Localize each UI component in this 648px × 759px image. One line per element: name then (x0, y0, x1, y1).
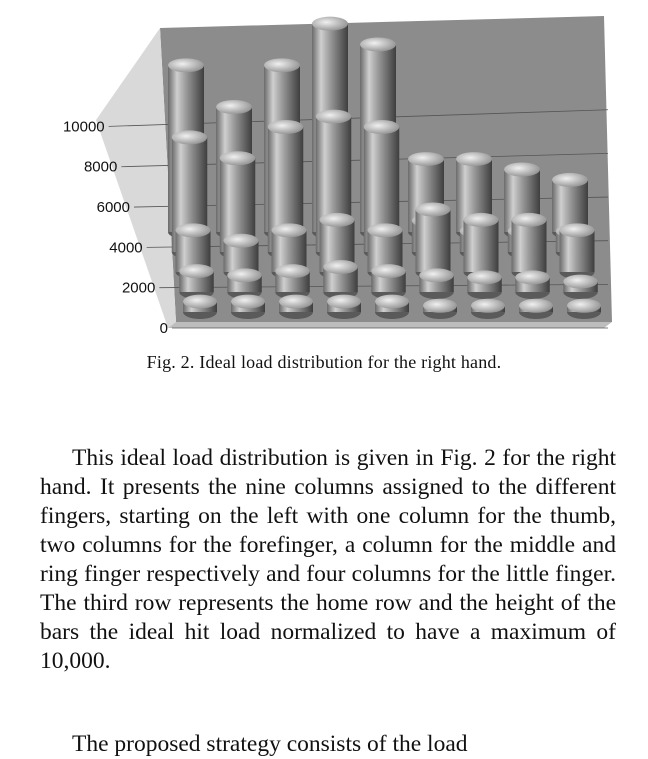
bar-top (268, 120, 304, 134)
bar-body (416, 210, 451, 273)
bar-top (316, 110, 352, 124)
bar (423, 299, 457, 319)
z-tick-label: 4000 (109, 239, 143, 257)
bar-top (519, 299, 553, 313)
z-tick-label: 10000 (62, 118, 105, 136)
bar (419, 268, 454, 299)
z-tick-label: 6000 (96, 199, 130, 217)
bar (275, 264, 310, 299)
bar (416, 203, 451, 280)
figure-caption: Fig. 2. Ideal load distribution for the right hand. (146, 352, 502, 372)
bar (467, 270, 502, 299)
bar-top (360, 38, 396, 52)
bar (179, 264, 214, 299)
bar-top (179, 264, 214, 278)
bar-top (504, 163, 540, 177)
bar-top (471, 299, 505, 313)
bar-top (423, 299, 457, 313)
bar-top (567, 299, 601, 313)
bar (560, 223, 595, 279)
bar-body (464, 220, 499, 272)
bar (464, 213, 499, 279)
body-paragraph-text: This ideal load distribution is given in Fig. 2 for the right hand. It presents the nine columns assigned to the different fingers, starting on the left with one column for the thumb, two columns for the forefinger, a column for the middle and ring finger respectively and four columns for the little finger. The third row represents the home row and the height of the bars the ideal hit load normalized to have a maximum of 10,000. (40, 445, 616, 674)
bar-top (216, 100, 252, 114)
bar-top (515, 270, 550, 284)
bar-top (408, 152, 444, 166)
floor (168, 322, 612, 328)
bar-top (375, 295, 409, 309)
bar-top (227, 268, 262, 282)
next-paragraph-fragment: The proposed strategy consists of the load (72, 731, 468, 757)
bar-top (168, 58, 204, 72)
bar (471, 299, 505, 319)
bar (512, 213, 547, 279)
bar-top (368, 223, 403, 237)
bar-top (512, 213, 547, 227)
bar-top (172, 130, 208, 144)
bar-top (279, 295, 313, 309)
bar-top (416, 203, 451, 217)
bar-top (231, 295, 265, 309)
body-paragraph (40, 444, 616, 676)
bar (327, 295, 361, 319)
bar-top (220, 151, 256, 165)
bar (231, 295, 265, 319)
bar (371, 264, 406, 299)
bar-chart-3d (0, 0, 648, 340)
z-tick-label: 0 (159, 320, 168, 337)
bar (375, 295, 409, 319)
bar-top (272, 223, 307, 237)
bar-top (364, 120, 400, 134)
bar-top (464, 213, 499, 227)
bar (227, 268, 262, 299)
bar (279, 295, 313, 319)
bar-top (224, 234, 259, 248)
bar (519, 299, 553, 319)
bar-top (275, 264, 310, 278)
bar (183, 295, 217, 319)
bar-top (371, 264, 406, 278)
bar-top (419, 268, 454, 282)
bar (515, 270, 550, 299)
z-tick-label: 2000 (121, 279, 156, 297)
bar-top (183, 295, 217, 309)
bar (323, 260, 358, 299)
bar-top (560, 223, 595, 237)
z-tick-label: 8000 (83, 158, 118, 176)
bar (567, 299, 601, 319)
bar-top (552, 173, 588, 187)
bar-top (327, 295, 361, 309)
bar-body (512, 220, 547, 272)
bar-top (312, 17, 348, 31)
bar-top (176, 223, 211, 237)
bar (563, 275, 598, 299)
bar-top (563, 275, 598, 289)
bar-top (323, 260, 358, 274)
bar-top (467, 270, 502, 284)
bar-top (320, 213, 355, 227)
bar-top (456, 152, 492, 166)
bar-top (264, 58, 300, 72)
